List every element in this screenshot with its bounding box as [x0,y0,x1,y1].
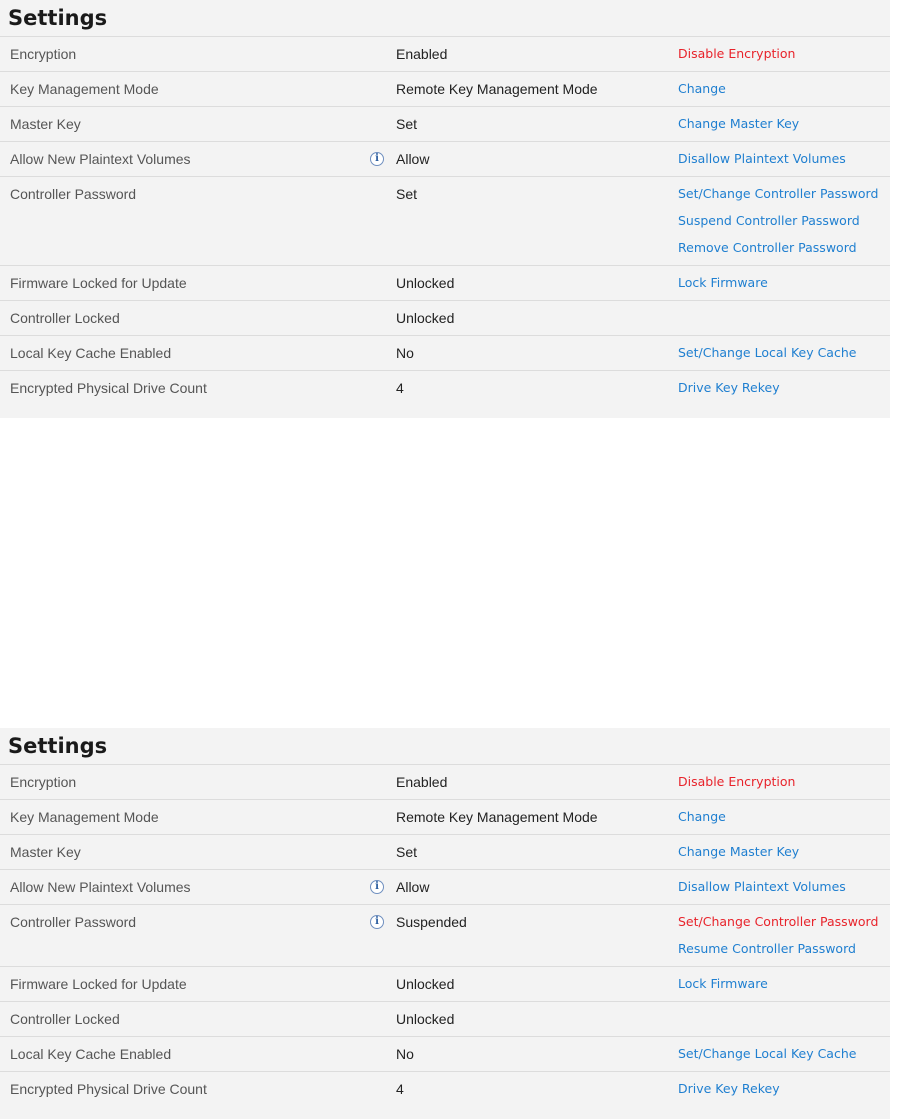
setting-label: Local Key Cache Enabled [10,345,172,361]
setting-row-master-key [0,835,890,870]
info-icon[interactable]: i [370,915,384,929]
info-slot [370,379,396,397]
disable-encryption-link[interactable]: Disable Encryption [678,46,796,61]
setting-value: Set [396,844,418,860]
setting-label: Local Key Cache Enabled [10,1046,172,1062]
settings-title: Settings [0,728,890,765]
change-master-key-link[interactable]: Change Master Key [678,116,800,131]
setting-row-encrypted-physical-drive-count [0,371,890,406]
setting-actions [678,185,890,266]
setting-value: Unlocked [396,1011,455,1027]
setting-row-controller-password [0,177,890,266]
suspend-controller-password-link[interactable]: Suspend Controller Password [678,213,860,228]
info-slot [370,115,396,133]
change-master-key-link[interactable]: Change Master Key [678,844,800,859]
info-slot [370,309,396,327]
settings-title: Settings [0,0,890,37]
setting-value: Enabled [396,774,448,790]
setting-label: Firmware Locked for Update [10,275,187,291]
setting-value: Suspended [396,914,467,930]
setting-value: Unlocked [396,310,455,326]
change-link[interactable]: Change [678,809,726,824]
setting-actions [678,808,890,835]
remove-controller-password-link[interactable]: Remove Controller Password [678,240,857,255]
setting-value: Set [396,116,418,132]
info-slot [370,975,396,993]
setting-label: Key Management Mode [10,809,159,825]
drive-key-rekey-link[interactable]: Drive Key Rekey [678,380,780,395]
settings-rows [0,765,890,1107]
setting-value: Unlocked [396,275,455,291]
info-slot [370,150,396,168]
setting-actions [678,150,890,177]
setting-actions [678,80,890,107]
info-icon[interactable]: i [370,880,384,894]
info-slot [370,1045,396,1063]
settings-rows [0,37,890,406]
disallow-plaintext-volumes-link[interactable]: Disallow Plaintext Volumes [678,879,846,894]
lock-firmware-link[interactable]: Lock Firmware [678,976,768,991]
resume-controller-password-link[interactable]: Resume Controller Password [678,941,856,956]
setting-row-controller-password [0,905,890,967]
setting-actions [678,379,890,406]
set-change-local-key-cache-link[interactable]: Set/Change Local Key Cache [678,345,857,360]
setting-actions [678,45,890,72]
setting-label: Controller Password [10,186,137,202]
setting-value: Allow [396,151,430,167]
setting-value: Enabled [396,46,448,62]
setting-label: Allow New Plaintext Volumes [10,151,191,167]
setting-row-controller-locked [0,301,890,336]
setting-value: Remote Key Management Mode [396,809,598,825]
setting-row-firmware-locked-for-update [0,266,890,301]
setting-label: Encryption [10,774,77,790]
info-slot [370,1080,396,1098]
setting-value: Remote Key Management Mode [396,81,598,97]
settings-panel-1 [0,0,890,418]
setting-actions [678,975,890,1002]
setting-actions [678,843,890,870]
setting-row-local-key-cache-enabled [0,336,890,371]
setting-label: Master Key [10,116,81,132]
setting-actions [678,115,890,142]
setting-label: Encryption [10,46,77,62]
setting-actions [678,274,890,301]
setting-label: Allow New Plaintext Volumes [10,879,191,895]
setting-label: Controller Locked [10,310,120,326]
settings-panel-2 [0,728,890,1119]
set-change-controller-password-link[interactable]: Set/Change Controller Password [678,914,879,929]
setting-label: Key Management Mode [10,81,159,97]
setting-row-allow-new-plaintext-volumes [0,142,890,177]
info-slot [370,913,396,931]
setting-row-local-key-cache-enabled [0,1037,890,1072]
setting-row-key-management-mode [0,72,890,107]
setting-actions [678,344,890,371]
disable-encryption-link[interactable]: Disable Encryption [678,774,796,789]
info-slot [370,274,396,292]
info-slot [370,773,396,791]
setting-label: Master Key [10,844,81,860]
setting-row-encryption [0,765,890,800]
info-slot [370,344,396,362]
info-slot [370,808,396,826]
setting-actions [678,913,890,967]
setting-actions [678,773,890,800]
setting-value: Set [396,186,418,202]
setting-actions [678,1045,890,1072]
setting-row-master-key [0,107,890,142]
setting-label: Encrypted Physical Drive Count [10,380,207,396]
setting-value: 4 [396,1081,404,1097]
setting-label: Controller Password [10,914,137,930]
setting-label: Controller Locked [10,1011,120,1027]
info-slot [370,843,396,861]
setting-actions [678,1080,890,1107]
change-link[interactable]: Change [678,81,726,96]
info-slot [370,1010,396,1028]
set-change-controller-password-link[interactable]: Set/Change Controller Password [678,186,879,201]
info-slot [370,878,396,896]
setting-row-key-management-mode [0,800,890,835]
setting-actions [678,878,890,905]
set-change-local-key-cache-link[interactable]: Set/Change Local Key Cache [678,1046,857,1061]
setting-value: No [396,345,414,361]
setting-label: Firmware Locked for Update [10,976,187,992]
setting-value: 4 [396,380,404,396]
setting-row-allow-new-plaintext-volumes [0,870,890,905]
drive-key-rekey-link[interactable]: Drive Key Rekey [678,1081,780,1096]
setting-row-encryption [0,37,890,72]
lock-firmware-link[interactable]: Lock Firmware [678,275,768,290]
info-slot [370,45,396,63]
setting-value: Allow [396,879,430,895]
info-slot [370,185,396,203]
disallow-plaintext-volumes-link[interactable]: Disallow Plaintext Volumes [678,151,846,166]
setting-row-encrypted-physical-drive-count [0,1072,890,1107]
setting-row-firmware-locked-for-update [0,967,890,1002]
setting-row-controller-locked [0,1002,890,1037]
setting-label: Encrypted Physical Drive Count [10,1081,207,1097]
info-slot [370,80,396,98]
setting-value: Unlocked [396,976,455,992]
setting-value: No [396,1046,414,1062]
info-icon[interactable]: i [370,152,384,166]
